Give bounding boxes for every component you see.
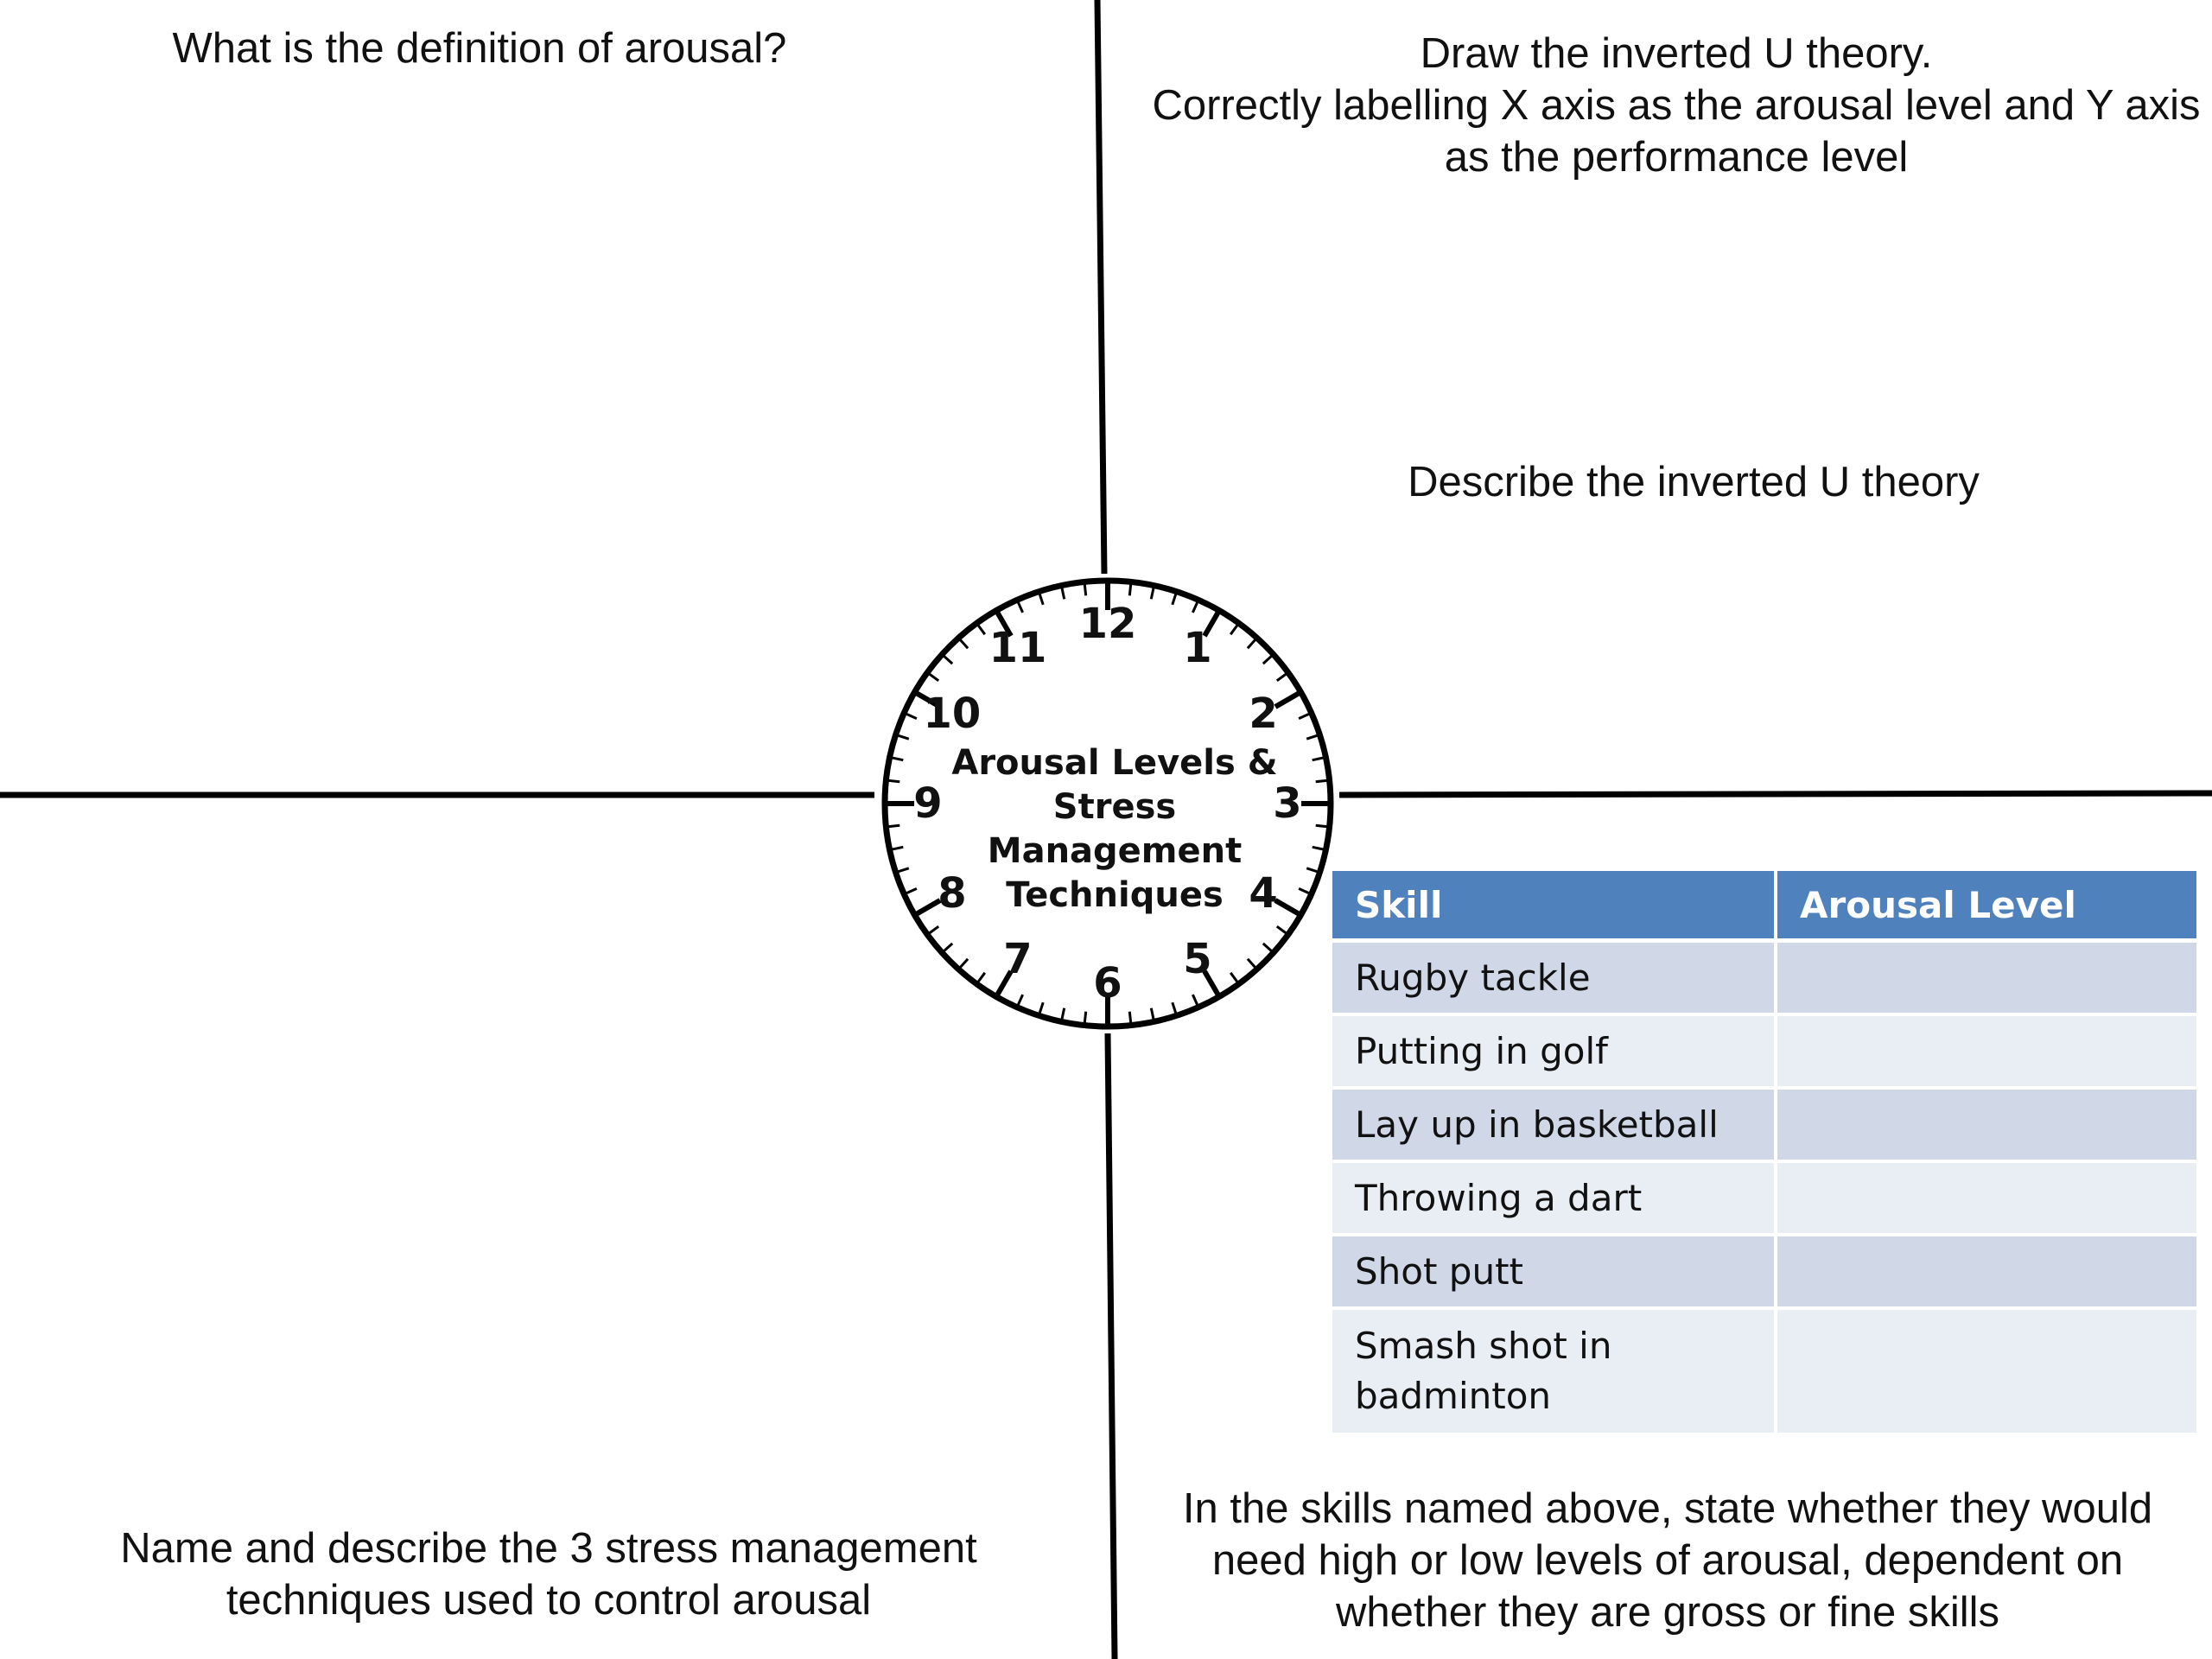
- clock-number: 10: [923, 690, 982, 738]
- clock-minute-tick: [1316, 780, 1328, 782]
- clock-number: 7: [1003, 935, 1033, 984]
- question-line: Draw the inverted U theory.: [1420, 30, 1933, 77]
- clock-minute-tick: [1084, 583, 1086, 595]
- clock-minute-tick: [887, 825, 899, 827]
- clock-number: 6: [1093, 959, 1122, 1007]
- describe-inverted-u-question: [1348, 456, 2039, 508]
- divider-top-vertical: [1097, 0, 1104, 574]
- skill-cell: Shot putt: [1332, 1236, 1777, 1310]
- table-row: [1332, 1310, 2196, 1436]
- arousal-cell[interactable]: [1777, 1310, 2196, 1436]
- table-row: [1332, 1236, 2196, 1310]
- skill-cell: Putting in golf: [1332, 1016, 1777, 1090]
- skill-cell: Throwing a dart: [1332, 1163, 1777, 1236]
- arousal-cell[interactable]: [1777, 1016, 2196, 1090]
- skill-cell: Rugby tackle: [1332, 943, 1777, 1016]
- skill-cell-line: Smash shot in: [1355, 1325, 1612, 1367]
- clock-title-line: Arousal Levels &: [951, 743, 1278, 783]
- skills-arousal-question: [1149, 1483, 2186, 1638]
- arousal-cell[interactable]: [1777, 1236, 2196, 1310]
- skill-cell: [1332, 1310, 1777, 1436]
- draw-inverted-u-question: [1123, 28, 2212, 183]
- clock-title-line: Management: [987, 831, 1243, 871]
- divider-right-horizontal: [1339, 793, 2212, 795]
- question-line: Correctly labelling X axis as the arousal level and Y axis: [1152, 82, 2201, 129]
- clock-number: 2: [1249, 690, 1278, 738]
- clock-number: 1: [1183, 623, 1212, 672]
- skill-column-header: Skill: [1332, 871, 1777, 943]
- clock-number: 3: [1273, 779, 1302, 828]
- clock-number: 12: [1078, 600, 1137, 648]
- clock-title-line: Stress: [1052, 787, 1177, 827]
- clock-number: 11: [988, 623, 1047, 672]
- question-line: need high or low levels of arousal, dependent on: [1211, 1537, 2124, 1584]
- table-row: [1332, 1016, 2196, 1090]
- clock-number: 9: [913, 779, 943, 828]
- arousal-definition-question: [104, 22, 855, 74]
- arousal-cell[interactable]: [1777, 1090, 2196, 1163]
- clock-title: [942, 741, 1287, 918]
- skill-cell: Lay up in basketball: [1332, 1090, 1777, 1163]
- table-row: [1332, 943, 2196, 1016]
- arousal-cell[interactable]: [1777, 943, 2196, 1016]
- clock-title-line: Techniques: [1006, 875, 1224, 915]
- clock-number: 8: [938, 869, 967, 918]
- clock-number: 5: [1183, 935, 1212, 984]
- question-line: techniques used to control arousal: [226, 1577, 872, 1624]
- arousal-cell[interactable]: [1777, 1163, 2196, 1236]
- clock-minute-tick: [1316, 825, 1328, 827]
- stress-management-question: [69, 1522, 1028, 1626]
- question-line: Describe the inverted U theory: [1408, 459, 1980, 505]
- clock-number: 4: [1249, 869, 1278, 918]
- clock-minute-tick: [1129, 1012, 1131, 1024]
- clock-minute-tick: [887, 780, 899, 782]
- table-row: [1332, 1163, 2196, 1236]
- question-line: Name and describe the 3 stress management: [120, 1525, 977, 1572]
- divider-bottom-vertical: [1108, 1033, 1115, 1659]
- arousal-column-header: Arousal Level: [1777, 871, 2196, 943]
- skills-table: [1332, 871, 2196, 1436]
- clock-minute-tick: [1129, 583, 1131, 595]
- table-row: [1332, 1090, 2196, 1163]
- question-line: What is the definition of arousal?: [172, 25, 787, 72]
- clock-minute-tick: [1084, 1012, 1086, 1024]
- question-line: as the performance level: [1444, 134, 1909, 181]
- question-line: In the skills named above, state whether they would: [1182, 1485, 2153, 1532]
- table-header-row: [1332, 871, 2196, 943]
- skill-cell-line: badminton: [1355, 1375, 1552, 1417]
- question-line: whether they are gross or fine skills: [1336, 1589, 1999, 1636]
